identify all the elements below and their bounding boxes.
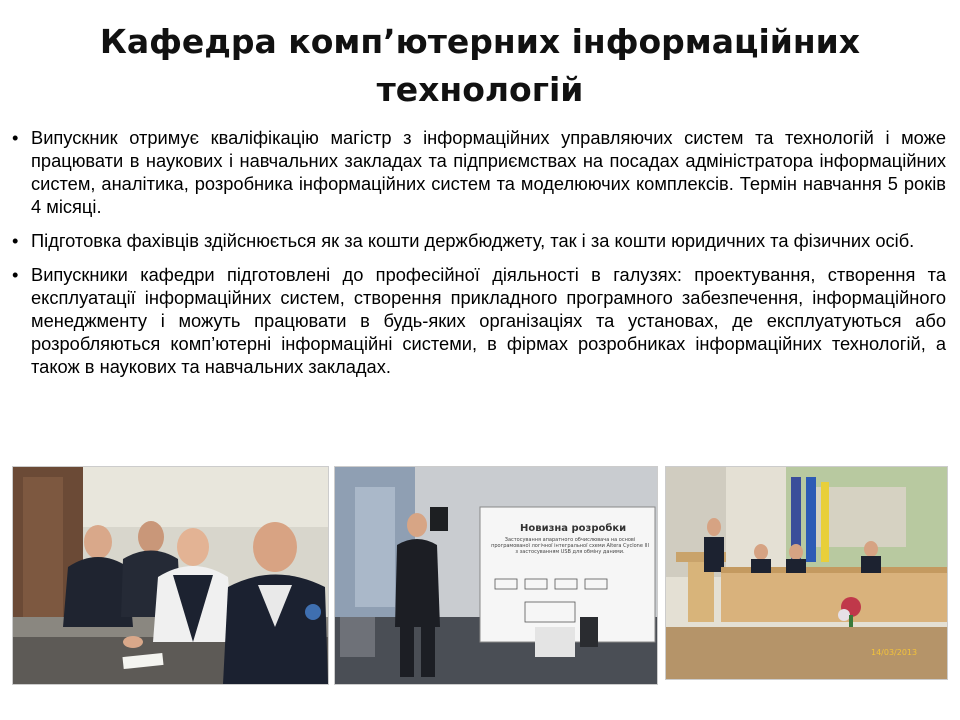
bullet-marker: • [12, 230, 19, 251]
bullet-list [12, 126, 946, 389]
slide-text: Застосування апаратного обчислювача на основі програмованої логічної інтегральної схеми Altera Cyclone III з застосуванням USB для обміну даними. [491, 537, 649, 555]
photo-date-stamp: 14/03/2013 [871, 648, 918, 657]
photo-conference-hall [665, 466, 948, 680]
photo-officers-illustration [13, 467, 328, 684]
bullet-item [12, 263, 946, 378]
photo-presentation-illustration [335, 467, 657, 684]
photo-conference-illustration [666, 467, 947, 679]
bullet-item [12, 126, 946, 218]
slide-heading: Новизна розробки [520, 523, 627, 534]
photo-presentation [334, 466, 658, 685]
title-line-2: технологій [376, 70, 584, 109]
bullet-text: Випускники кафедри підготовлені до професійної діяльності в галузях: проектування, створення та експлуатації інформаційних систем, створення прикладного програмного забезпечення, інформаційного менеджменту і можуть працювати в будь-яких організаціях та установах, де експлуатуються або розробляються комп’ютерні інформаційні системи, в фірмах розробниках інформаційних технологій, а також в наукових та навчальних закладах. [31, 264, 946, 377]
bullet-item [12, 229, 946, 252]
bullet-marker: • [12, 127, 19, 148]
bullet-text: Випускник отримує кваліфікацію магістр з інформаційних управляючих систем та технологій і може працювати в наукових і навчальних закладах та підприємствах на посадах адміністратора інформаційних систем, аналітика, розробника інформаційних систем та моделюючих комплексів. Термін навчання 5 років 4 місяці. [31, 127, 946, 217]
bullet-marker: • [12, 264, 19, 285]
title-line-1: Кафедра комп’ютерних інформаційних [99, 22, 861, 61]
bullet-text: Підготовка фахівців здійснюється як за кошти держбюджету, так і за кошти юридичних та фізичних осіб. [31, 230, 915, 251]
page-title [60, 18, 900, 114]
photo-officers-meeting [12, 466, 329, 685]
